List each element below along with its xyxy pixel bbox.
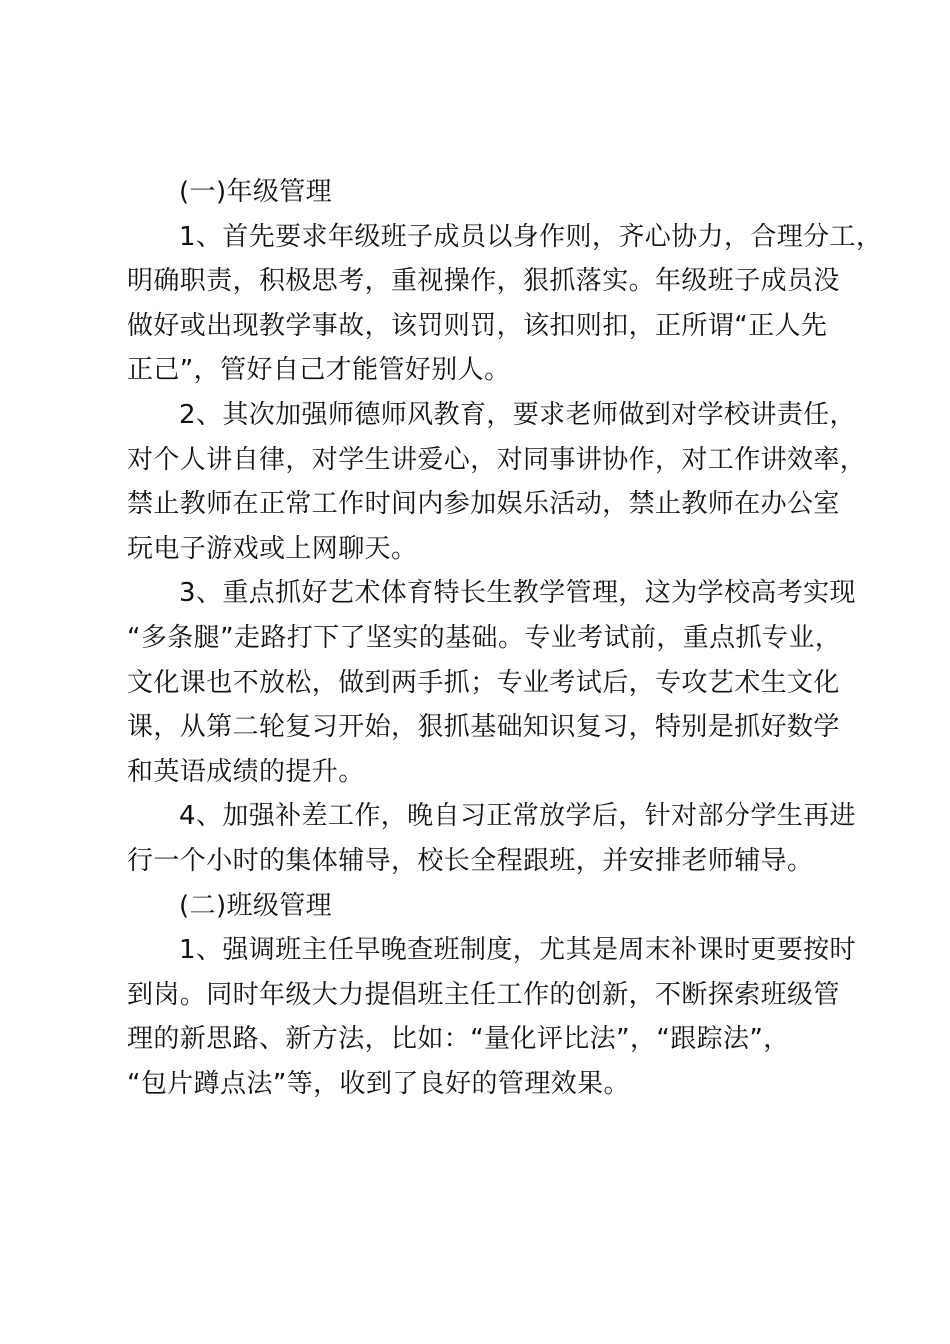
paragraph-line: 对个人讲自律，对学生讲爱心，对同事讲协作，对工作讲效率，: [127, 444, 867, 475]
document-body: [127, 170, 883, 1106]
paragraph-line: 1、强调班主任早晚查班制度，尤其是周末补课时更要按时: [179, 935, 856, 966]
paragraph-line: 3、重点抓好艺术体育特长生教学管理，这为学校高考实现: [179, 578, 856, 609]
paragraph-line: 文化课也不放松，做到两手抓；专业考试后，专攻艺术生文化: [127, 667, 840, 698]
paragraph-line: 到岗。同时年级大力提倡班主任工作的创新，不断探索班级管: [127, 979, 840, 1010]
paragraph-line: 玩电子游戏或上网聊天。: [127, 533, 418, 564]
paragraph-line: 明确职责，积极思考，重视操作，狠抓落实。年级班子成员没: [127, 266, 840, 297]
paragraph-line: 课，从第二轮复习开始，狠抓基础知识复习，特别是抓好数学: [127, 712, 840, 743]
paragraph-line: 做好或出现教学事故，该罚则罚，该扣则扣，正所谓“正人先: [127, 310, 828, 341]
paragraph-line: 理的新思路、新方法，比如：“量化评比法”，“跟踪法”，: [127, 1024, 790, 1055]
section-heading-grade-management: (一)年级管理: [179, 177, 333, 207]
paragraph-line: “包片蹲点法”等，收到了良好的管理效果。: [127, 1068, 630, 1099]
section-heading-class-management: (二)班级管理: [179, 890, 333, 921]
paragraph-line: 禁止教师在正常工作时间内参加娱乐活动，禁止教师在办公室: [127, 489, 840, 520]
paragraph-line: 1、首先要求年级班子成员以身作则，齐心协力，合理分工，: [179, 221, 883, 252]
paragraph-line: 和英语成绩的提升。: [127, 756, 365, 787]
paragraph-line: 正己”，管好自己才能管好别人。: [127, 355, 511, 386]
paragraph-line: 4、加强补差工作，晚自习正常放学后，针对部分学生再进: [179, 801, 856, 832]
paragraph-line: 行一个小时的集体辅导，校长全程跟班，并安排老师辅导。: [127, 845, 814, 876]
paragraph-line: “多条腿”走路打下了坚实的基础。专业考试前，重点抓专业，: [127, 622, 842, 653]
paragraph-line: 2、其次加强师德师风教育，要求老师做到对学校讲责任，: [179, 399, 856, 430]
